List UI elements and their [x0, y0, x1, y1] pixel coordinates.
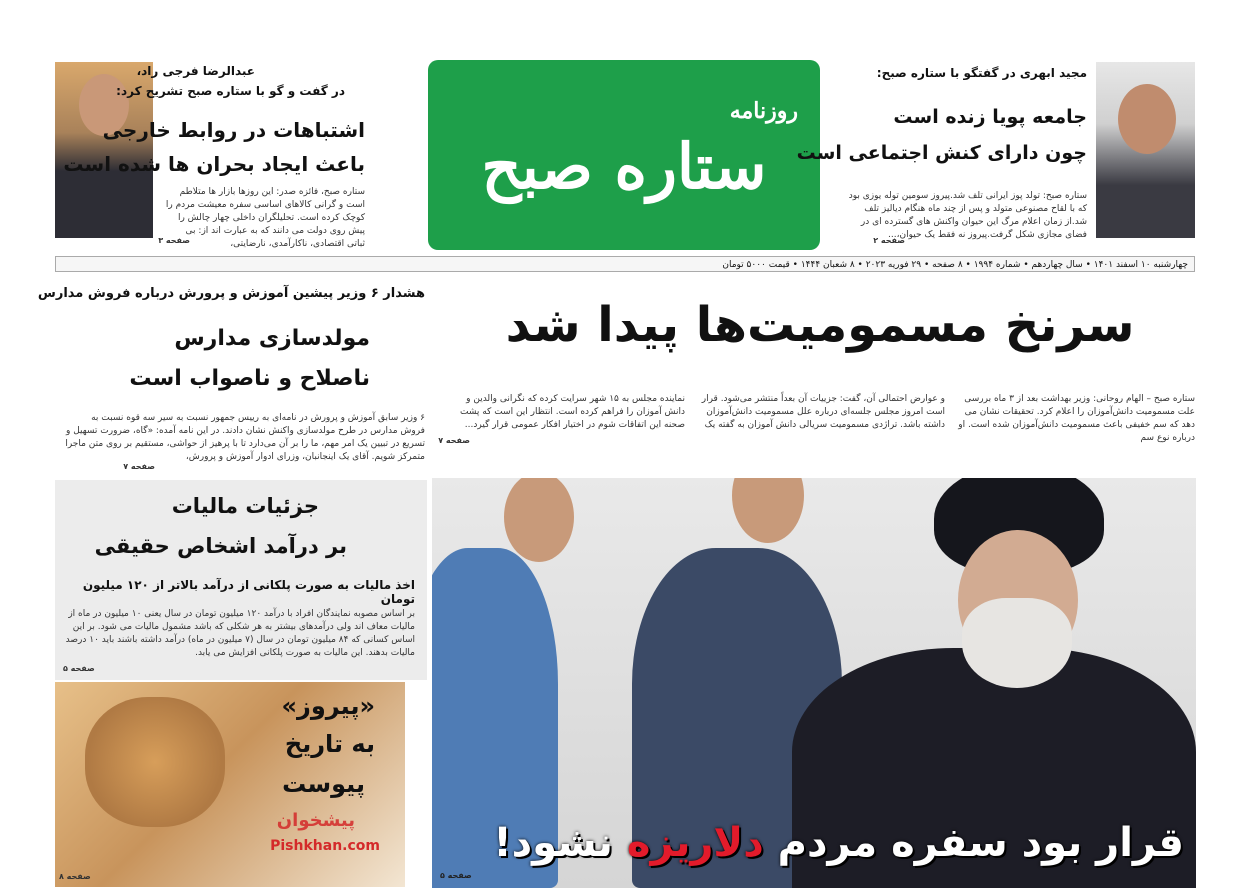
schools-kicker: هشدار ۶ وزیر پیشین آموزش و پرورش درباره فروش مدارس: [37, 286, 425, 301]
right-top-kicker: مجید ابهری در گفتگو با ستاره صبح:: [876, 66, 1087, 80]
bottom-headline: [493, 820, 1184, 866]
officials-photo: [432, 478, 1196, 888]
left-top-body: ستاره صبح، فائزه صدر: این روزها بازار ها متلاطم است و گرانی کالاهای اساسی سفره معیشت مردم را کوچک کرده است. تحلیلگران داخلی چهار چالش را پیش روی دولت می دانند که به عبارت اند از: بی ثباتی اقتصادی، ناکارآمدی، نارضایتی،: [165, 187, 365, 249]
cheetah-line3: پیوست: [282, 770, 365, 798]
masthead-subtitle: روزنامه: [729, 98, 798, 124]
tax-article: [55, 480, 427, 680]
cheetah-page: صفحه ۸: [59, 872, 91, 881]
bottom-headline-part1: قرار بود سفره مردم: [763, 820, 1184, 866]
cheetah-photo: [55, 682, 405, 887]
left-top-headline1: اشتباهات در روابط خارجی: [102, 118, 365, 142]
right-top-body: ستاره صبح: تولد پوز ایرانی تلف شد.پیروز سومین توله یوزی بود که با لقاح مصنوعی متولد و پس از چند ماه هنگام دیالیز تلف شد.از زمان اعلام مرگ این حیوان واکنش های گسترده ای در فضای مجازی شکل گرفت.پیروز نه فقط یک حیوان،...: [848, 191, 1087, 240]
left-top-kicker2: در گفت و گو با ستاره صبح تشریح کرد:: [116, 84, 345, 98]
left-top-headline2: باعث ایجاد بحران ها شده است: [63, 152, 365, 176]
masthead-title: ستاره صبح: [481, 130, 767, 203]
schools-headline2: ناصلاح و ناصواب است: [129, 366, 370, 391]
main-headline: سرنخ مسمومیت‌ها پیدا شد: [505, 297, 1135, 353]
cheetah-line2: به تاریخ: [284, 730, 375, 758]
bottom-page: صفحه ۵: [440, 871, 472, 880]
tax-headline1: جزئیات مالیات: [171, 494, 319, 518]
right-top-headline1: جامعه پویا زنده است: [893, 106, 1087, 128]
main-col1: ستاره صبح – الهام روحانی: وزیر بهداشت بعد از ۳ ماه بررسی علت مسمومیت دانش‌آموزان را اعلام کرد. تحقیقات نشان می دهد که سم خفیفی باعث مسمومیت دانش‌آموزان شده است. او درباره نوع سم: [958, 394, 1195, 443]
left-top-page: صفحه ۳: [158, 236, 190, 245]
schools-body: ۶ وزیر سابق آموزش و پرورش در نامه‌ای به رییس جمهور نسبت به سیر سه قوه نسبت به فروش مدارس در طرح مولدسازی واکنش نشان دادند. در این نامه آمده: «گاه، ضرورت تسهیل و تسریع در تبیین یک امر مهم، ما را بر آن می‌دارد تا با پرهیز از حواشی، مستقیم بر روی متن ماجرا متمرکز شویم. آقای یک اینجانبان، وزرای ادوار آموزش و پرورش،: [65, 413, 425, 462]
date-bar: چهارشنبه ۱۰ اسفند ۱۴۰۱ • سال چهاردهم • شماره ۱۹۹۴ • ۸ صفحه • ۲۹ فوریه ۲۰۲۳ • ۸ شعبان ۱۴۴۴ • قیمت ۵۰۰۰ تومان: [55, 256, 1195, 272]
portrait-abhari: [1096, 62, 1195, 238]
right-top-page: صفحه ۲: [873, 236, 905, 245]
tax-page: صفحه ۵: [63, 664, 95, 673]
bottom-headline-part2: نشود!: [493, 820, 627, 866]
main-col3: نماینده مجلس به ۱۵ شهر سرایت کرده که نگرانی والدین و دانش آموزان را فراهم کرده است. انتظار این است که پشت صحنه این اتفاقات شوم در اختیار افکار عمومی قرار گیرد...: [460, 394, 685, 430]
tax-headline2: بر درآمد اشخاص حقیقی: [94, 534, 347, 558]
right-top-headline2: چون دارای کنش اجتماعی است: [796, 142, 1087, 164]
schools-page: صفحه ۷: [123, 462, 155, 471]
bottom-headline-red: دلاریزه: [626, 820, 764, 866]
watermark-site: Pishkhan.com: [270, 838, 380, 854]
main-col2: و عوارض احتمالی آن، گفت: جزییات آن بعداً منتشر می‌شود. قرار است امروز مجلس جلسه‌ای درباره علل مسمومیت دانش‌آموزان داشته باشد. تراژدی مسمومیت سریالی دانش آموزان به گفته یک: [701, 394, 945, 430]
tax-body: بر اساس مصوبه نمایندگان افراد با درآمد ۱۲۰ میلیون تومان در سال یعنی ۱۰ میلیون در ماه از مالیات معاف اند ولی درآمدهای بیشتر به هر شکلی که باشد مشمول مالیات می شود. بر این اساس کسانی که ۸۴ میلیون تومان در سال (۷ میلیون در ماه) درآمد داشته باشند باید ۱۰ درصد مالیات بدهند. این مالیات به صورت پلکانی افزایش می یابد.: [65, 609, 415, 658]
schools-headline1: مولدسازی مدارس: [174, 326, 370, 351]
watermark-text: پیشخوان: [276, 810, 355, 831]
main-page: صفحه ۷: [438, 436, 470, 445]
left-top-kicker1: عبدالرضا فرجی راد،: [136, 64, 255, 78]
cheetah-line1: «پیروز»: [281, 692, 375, 720]
tax-subhead: اخذ مالیات به صورت پلکانی از درآمد بالاتر از ۱۲۰ میلیون تومان: [82, 578, 415, 606]
masthead-logo: [428, 60, 820, 250]
